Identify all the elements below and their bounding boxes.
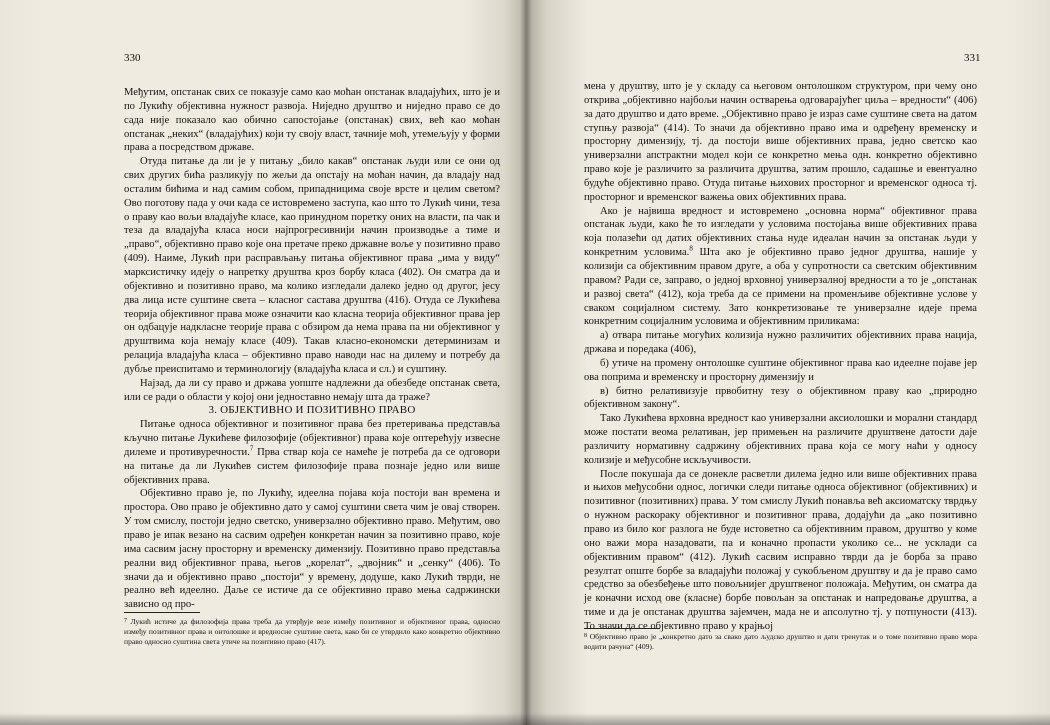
- paragraph: Тако Лукићева врховна вредност као универзални аксиолошки и морални стандард може постати веома релативан, јер примењен на различите друштвене датости даје различиту нормативну садржину објективних права која се могу наћи у односу колизије и међусобне искључивости.: [584, 413, 977, 466]
- footnote: [584, 632, 977, 652]
- body-text: [584, 80, 977, 634]
- footnote-ref[interactable]: 7: [249, 444, 254, 453]
- footnote-rule: [584, 628, 660, 629]
- paragraph: Ако је највиша вредност и истовремено „основна норма“ објективног права опстанак људи, како ће то изгледати у условима постојања више објективних права која полазећи од датих објективних стања нуде идеалан начин за опстанак људи у конкретним условима.$^8$ Шта ако је објективно право једног друштва, нашије у колизији са објективним правом друге, а оба у супротности са светским објективним правом? Ради се, заправо, о једној врховној универзалној вредности а то је „опстанак и развој света“ (412), која треба да се примени на променљиве објективне услове у сваком социјалном систему. Зато конкретизовање те универзалне идеје према конкретним социјалним условима и објективним приликама:: [584, 205, 977, 328]
- section-heading: 3. ОБЈЕКТИВНО И ПОЗИТИВНО ПРАВО: [208, 404, 416, 417]
- book-gutter-shadow: [520, 0, 532, 725]
- page-number: 330: [124, 52, 141, 64]
- footnote: [124, 617, 500, 647]
- list-item: б) утиче на промену онтолошке суштине објективног права као идеелне појаве јер ова поприма и временску и просторну димензију и: [584, 357, 977, 383]
- paragraph: Отуда питање да ли је у питању „било какав“ опстанак људи или се они од свих других бића разликују по жељи да опстају на моћан начин, да владају над осталим бићима и над самим собом, припадницима своје врсте и целим светом? Ово поготову пада у очи када се истовремено заступа, као што то Лукић чини, теза о праву као вољи владајуће класе, као принудном поретку оних на власти, па чак и теза да владајућа класа носи најпрогресивнији начин производње а тиме и „право“, објективно право које она претаче преко државне воље у позитивно право (409). Наиме, Лукић при расправљању питања објективног права „има у виду“ марксистичку идеју о напретку друштва кроз борбу класа (402). Он сматра да и објективно и позитивно право, ма колико изгледали далеко једно од другог, јесу два лица исте суштине света – класног састава друштва (416). Отуда се Лукићева теорија објективног права може означити као класна теорија објективног права јер он одбацује надкласне теорије права с обзиром да нема права па ни објективног у друштвима која немају класе (409). Такав класно-економски детерминизам и релација владајућа класа – објективно право наводи нас на дилему и потребу да дубље преиспитамо и терминологију (владајућа класа и сл.) и суштину.: [124, 156, 500, 375]
- paragraph: Питање односа објективног и позитивног права без претеривања представља кључно питање Лукићеве филозофије (објективног) права које оптерећују извесне дилеме и противуречности.$^7$ Прва ствар која се намеће је потреба да се одговори на питање да ли Лукићев систем филозофије права познаје једно или више објективних права.: [124, 419, 500, 486]
- right-page: [526, 0, 1050, 725]
- footnote-text: Објективно право је „конкретно дато за свако дато људско друштво и дати тренутак и о томе позитивно право мора водити рачуна“ (409).: [584, 632, 977, 651]
- paragraph: После покушаја да се донекле расветли дилема једно или више објективних права и њихов међусобни однос, логички следи питање односа објективног (објективних) и позитивног (позитивних) права. У том смислу Лукић понавља већ аксиоматску тврдњу о нужном раскораку објективног и позитивног права, додајући да „ако позитивно право из било ког разлога не буде истоветно са објективним правом, друштво у коме оно важи мора назадовати, па и коначно пропасти уколико се... не усклади са објективним правом“ (412). Лукић сасвим исправно тврди да је борба за право резултат опште борбе за владајући положај у сукобљеном друштву и да је право само средство за обезбеђење што повољнијег друштвеног положаја. Међутим, он сматра да је коначни исход ове (класне) борбе повољан за опстанак и напредовање друштва, а тиме и да је опстанак друштва зајемчен, мада не и апсолутно тј. у потпуности (413). То значи да се објективно право у крајњој: [584, 468, 977, 632]
- list-item: в) битно релативизује првобитну тезу о објективном праву као „природно објективном закону“.: [584, 385, 977, 411]
- footnote-rule: [124, 612, 200, 613]
- list-item: а) отвара питање могућих колизија нужно различитих објективних права нација, држава и поредака (406),: [584, 330, 977, 356]
- page-edge-shadow: [0, 713, 1050, 725]
- footnote-number: 7: [124, 618, 127, 624]
- footnote-text: Лукић истиче да филозофија права треба да утврђује везе између позитивног и објективног права, односно између позитивног права и онтолошке и вредносне суштине света, како би се утврдило како конкретно објективно право односно суштина света утиче на позитивно право (417).: [124, 617, 500, 646]
- page-number: 331: [964, 52, 981, 64]
- body-text: [124, 86, 500, 612]
- paragraph: Међутим, опстанак свих се показује само као моћан опстанак владајућих, што је и по Лукићу објективна нужност развоја. Ниједно друштво и ниједно право се до сада није показало као обично сапостојање (опстанак) свих, већ као моћан опстанак „неких“ (владајућих) који ту своју власт, тачније моћ, утемељују у форми права а посредством државе.: [124, 87, 500, 154]
- paragraph: мена у друштву, што је у складу са његовом онтолошком структуром, при чему оно открива „објективно најбољи начин остварења одговарајућег циља – вредности“ (406) за дато друштво и дато време. „Објективно право је израз саме суштине света на датом ступњу развоја“ (414). То значи да објективно право има и одређену временску и просторну димензију, тј. да постоји више објективних права, једно светско као универзални апстрактни модел који се конкретно мења одн. конкретно објективно право које је различито за различита друштва, затим прошло, садашње и евентуално будуће објективно право. Отуда питање њихових просторног и временског односа тј. просторног и временског важења ових објективних права.: [584, 81, 977, 203]
- paragraph: Објективно право је, по Лукићу, идеелна појава која постоји ван времена и простора. Ово право је објективно дато у самој суштини света чим је овај створен. У том смислу, постоји једно светско, универзално објективно право. Међутим, ово право је ипак везано на сасвим одређен конкретан начин за позитивно право, које има сасвим јасну просторну и временску димензију. Позитивно право представља реални вид објективног права, његов „корелат“, „двојник“ и „сенку“ (406). То значи да и објективно право „постоји“ у времену, додуше, како Лукић тврди, не реално већ идеелно. Даље се истиче да се објективно право мења садржински зависно од про-: [124, 488, 500, 611]
- footnote-number: 8: [584, 633, 587, 639]
- paragraph: Најзад, да ли су право и држава уопште надлежни да обезбеде опстанак света, или се ради о области у којој они једноставно немају шта да траже?: [124, 377, 500, 403]
- footnote-ref[interactable]: 8: [689, 244, 693, 253]
